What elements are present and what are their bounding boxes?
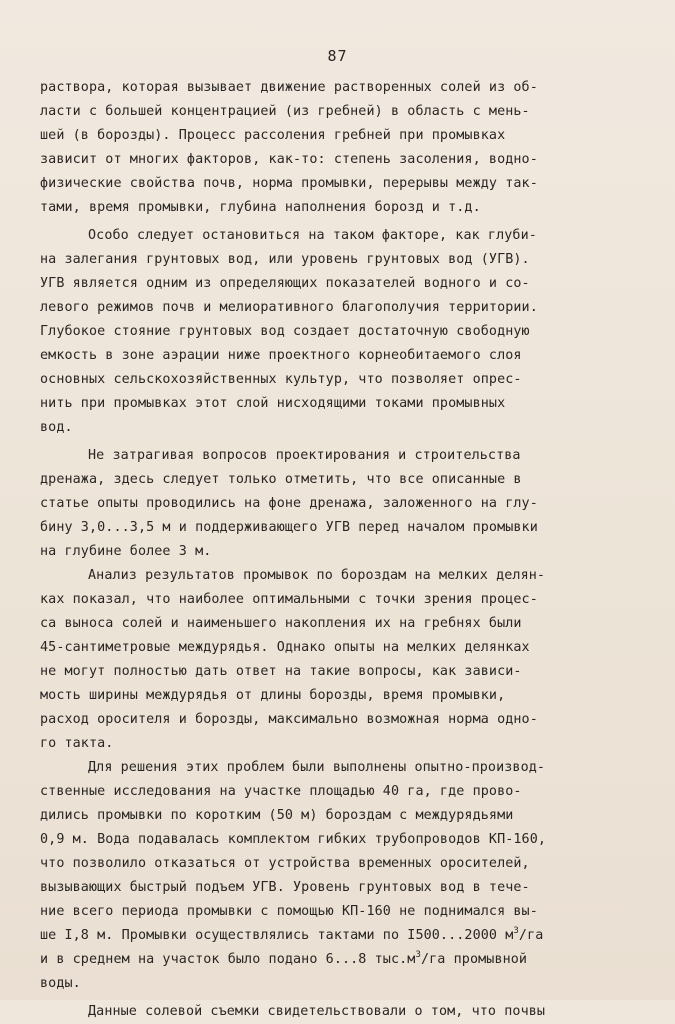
text-line: дились промывки по коротким (50 м) бороздам с междурядьями	[40, 808, 514, 823]
text-segment: ше I,8 м. Промывки осуществлялись тактами по I500...2000 м	[40, 928, 514, 943]
superscript: 3	[415, 949, 421, 960]
text-line: Данные солевой съемки свидетельствовали о том, что почвы	[88, 1004, 546, 1019]
text-line: 45-сантиметровые междурядья. Однако опыты на мелких делянках	[40, 640, 530, 655]
text-line: физические свойства почв, норма промывки, перерывы между так-	[40, 176, 538, 191]
text-line: воды.	[40, 976, 81, 991]
text-line: статье опыты проводились на фоне дренажа, заложенного на глу-	[40, 496, 538, 511]
body-text	[40, 76, 640, 1024]
text-line: ние всего периода промывки с помощью КП-160 не поднимался вы-	[40, 904, 538, 919]
text-line: 0,9 м. Вода подавалась комплектом гибких трубопроводов КП-160,	[40, 832, 547, 847]
text-line: ласти с большей концентрацией (из гребней) в область с мень-	[40, 104, 530, 119]
text-line: вызывающих быстрый подъем УГВ. Уровень грунтовых вод в тече-	[40, 880, 530, 895]
text-line: дренажа, здесь следует только отметить, что все описанные в	[40, 472, 522, 487]
text-line: что позволило отказаться от устройства временных оросителей,	[40, 856, 530, 871]
text-line: тами, время промывки, глубина наполнения борозд и т.д.	[40, 200, 481, 215]
text-segment: и в среднем на участок было подано 6...8 тыс.м	[40, 952, 416, 967]
text-line-with-superscript	[40, 924, 640, 948]
text-line: расход оросителя и борозды, максимально возможная норма одно-	[40, 712, 538, 727]
text-line: Глубокое стояние грунтовых вод создает достаточную свободную	[40, 324, 530, 339]
text-line-with-superscript	[40, 948, 640, 972]
text-line: мость ширины междурядья от длины борозды, время промывки,	[40, 688, 506, 703]
text-segment: /га	[518, 928, 544, 943]
text-line: на глубине более 3 м.	[40, 544, 212, 559]
text-line: Не затрагивая вопросов проектирования и строительства	[88, 448, 521, 463]
text-line: ках показал, что наиболее оптимальными с точки зрения процес-	[40, 592, 538, 607]
page-number: 87	[327, 47, 348, 65]
text-line: го такта.	[40, 736, 114, 751]
text-line: са выноса солей и наименьшего накопления их на гребнях были	[40, 616, 522, 631]
text-line: не могут полностью дать ответ на такие вопросы, как зависи-	[40, 664, 522, 679]
text-line: шей (в борозды). Процесс рассоления гребней при промывках	[40, 128, 506, 143]
text-line: на залегания грунтовых вод, или уровень грунтовых вод (УГВ).	[40, 252, 530, 267]
text-line: вод.	[40, 420, 73, 435]
text-line: емкость в зоне аэрации ниже проектного корнеобитаемого слоя	[40, 348, 522, 363]
text-line: нить при промывках этот слой нисходящими токами промывных	[40, 396, 506, 411]
text-line: Особо следует остановиться на таком факторе, как глуби-	[88, 228, 537, 243]
text-line: бину 3,0...3,5 м и поддерживающего УГВ перед началом промывки	[40, 520, 538, 535]
text-line: раствора, которая вызывает движение растворенных солей из об-	[40, 80, 538, 95]
text-line: Анализ результатов промывок по бороздам на мелких делян-	[88, 568, 546, 583]
text-line: Для решения этих проблем были выполнены опытно-производ-	[88, 760, 546, 775]
superscript: 3	[513, 925, 519, 936]
text-line: зависит от многих факторов, как-то: степень засоления, водно-	[40, 152, 538, 167]
text-line: основных сельскохозяйственных культур, что позволяет опрес-	[40, 372, 522, 387]
text-line: левого режимов почв и мелиоративного благополучия территории.	[40, 300, 538, 315]
text-segment: /га промывной	[420, 952, 528, 967]
text-line: ственные исследования на участке площадью 40 га, где прово-	[40, 784, 522, 799]
text-line: УГВ является одним из определяющих показателей водного и со-	[40, 276, 530, 291]
